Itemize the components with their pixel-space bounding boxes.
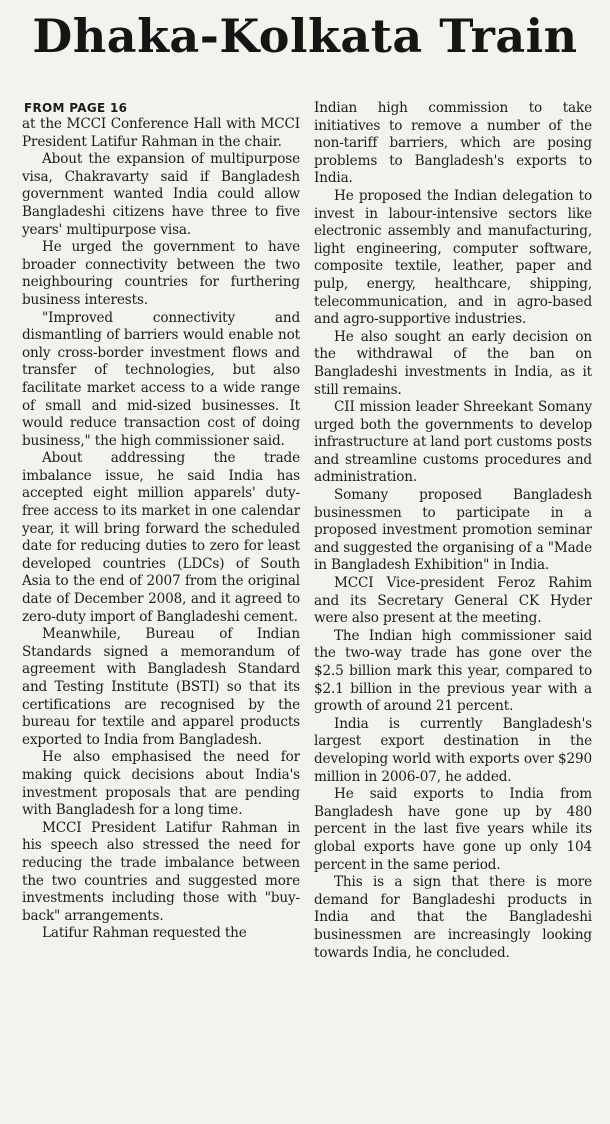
- paragraph: CII mission leader Shreekant Somany urged both the governments to develop infrastructure at land port customs posts and streamline customs procedures and administration.: [314, 399, 592, 486]
- continued-from-kicker: FROM PAGE 16: [24, 101, 128, 115]
- paragraph: "Improved connectivity and dismantling of barriers would enable not only cross-border investment flows and transfer of technologies, but also facilitate market access to a wide range of small and mid-sized businesses. It would reduce transaction cost of doing business," the high commissioner said.: [22, 309, 300, 449]
- paragraph: MCCI President Latifur Rahman in his speech also stressed the need for reducing the trade imbalance between the two countries and suggested more investments including those with "buy-back" arrangements.: [22, 819, 300, 924]
- paragraph: He also emphasised the need for making quick decisions about India's investment proposals that are pending with Bangladesh for a long time.: [22, 749, 300, 819]
- paragraph: India is currently Bangladesh's largest export destination in the developing world with exports over $290 million in 2006-07, he added.: [314, 715, 592, 785]
- article-body: [22, 100, 592, 1110]
- headline: Dhaka-Kolkata Train: [32, 9, 578, 63]
- paragraph: About addressing the trade imbalance issue, he said India has accepted eight million apparels' duty-free access to its market in one calendar year, it will bring forward the scheduled date for reducing duties to zero for least developed countries (LDCs) of South Asia to the end of 2007 from the original date of December 2008, and it agreed to zero-duty import of Bangladeshi cement.: [22, 450, 300, 625]
- paragraph: He urged the government to have broader connectivity between the two neighbouring countries for furthering business interests.: [22, 239, 300, 308]
- paragraph: This is a sign that there is more demand for Bangladeshi products in India and that the Bangladeshi businessmen are increasingly looking towards India, he concluded.: [314, 874, 592, 961]
- paragraph: Indian high commission to take initiatives to remove a number of the non-tariff barriers, which are posing problems to Bangladesh's exports to India.: [314, 100, 592, 187]
- paragraph: He said exports to India from Bangladesh have gone up by 480 percent in the last five years while its global exports have gone up only 104 percent in the same period.: [314, 786, 592, 873]
- paragraph: About the expansion of multipurpose visa, Chakravarty said if Bangladesh government wanted India could allow Bangladeshi citizens have three to five years' multipurpose visa.: [22, 151, 300, 238]
- article-column-2: [314, 100, 592, 1110]
- paragraph: Latifur Rahman requested the: [42, 925, 247, 942]
- paragraph: He also sought an early decision on the withdrawal of the ban on Bangladeshi investments in India, as it still remains.: [314, 328, 592, 398]
- paragraph: MCCI Vice-president Feroz Rahim and its Secretary General CK Hyder were also present at the meeting.: [314, 575, 592, 627]
- article-column-1: [22, 100, 300, 1110]
- paragraph: Meanwhile, Bureau of Indian Standards signed a memorandum of agreement with Bangladesh Standard and Testing Institute (BSTI) so that its certifications are recognised by the bureau for textile and apparel products exported to India from Bangladesh.: [22, 626, 300, 748]
- paragraph: The Indian high commissioner said the two-way trade has gone over the $2.5 billion mark this year, compared to $2.1 billion in the previous year with a growth of around 21 percent.: [314, 627, 592, 715]
- paragraph: at the MCCI Conference Hall with MCCI President Latifur Rahman in the chair.: [22, 116, 300, 150]
- paragraph: Somany proposed Bangladesh businessmen to participate in a proposed investment promotion seminar and suggested the organising of a "Made in Bangladesh Exhibition" in India.: [314, 487, 592, 574]
- paragraph: He proposed the Indian delegation to invest in labour-intensive sectors like electronic assembly and manufacturing, light engineering, computer software, composite textile, leather, paper and pulp, energy, healthcare, shipping, telecommunication, and in agro-based and agro-supportive industries.: [314, 187, 592, 328]
